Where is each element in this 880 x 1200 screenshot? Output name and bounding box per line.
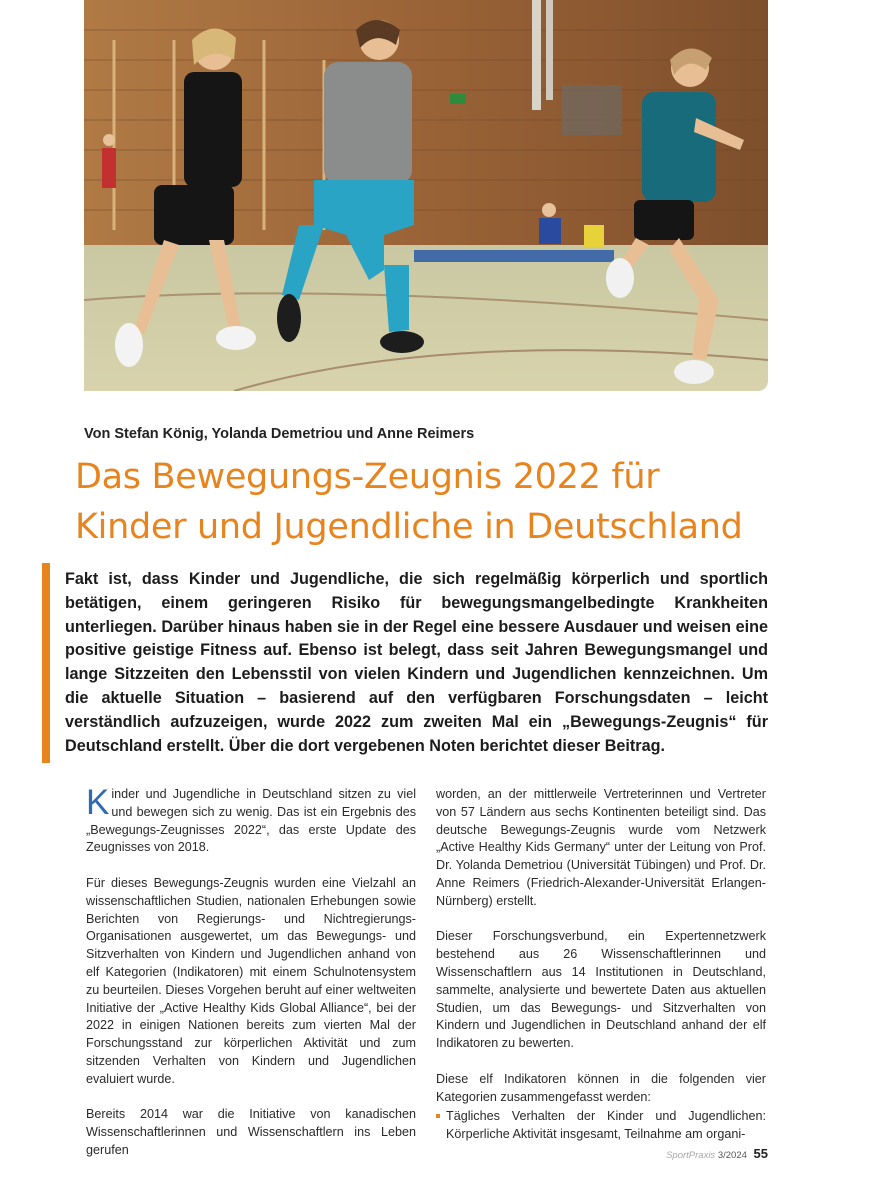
body-paragraph: Diese elf Indikatoren können in die folgenden vier Kategorien zusammengefasst werden: (436, 1071, 766, 1104)
page-number: 55 (753, 1146, 768, 1161)
body-column-right (436, 786, 766, 1144)
author-byline: Von Stefan König, Yolanda Demetriou und Anne Reimers (84, 426, 475, 442)
body-column-left (86, 783, 416, 1178)
title-line-1: Das Bewegungs-Zeugnis 2022 für (75, 457, 660, 497)
issue-number: 3/2024 (717, 1150, 747, 1161)
paragraph-text: inder und Jugendliche in Deutschland sitzen zu viel und bewegen sich zu wenig. Das ist ein Ergebnis des „Bewegungs-Zeugnisses 2022“, das erste Update des Zeugnisses von 2018. (86, 787, 416, 855)
title-line-2: Kinder und Jugendliche in Deutschland (75, 507, 743, 547)
body-paragraph: Dieser Forschungsverbund, ein Expertennetzwerk bestehend aus 26 Wissenschaftlerinnen und Wissenschaftlern aus 14 Institutionen in Deutschland, sammelte, analysierte und bewertete Daten aus aktuellen Studien, um das Bewegungs- und Sitzverhalten von Kindern und Jugendlichen in Deutschland anhand der elf Indikatoren zu bewerten. (436, 929, 766, 1051)
bullet-text: Tägliches Verhalten der Kinder und Jugendlichen: Körperliche Aktivität insgesamt, Teilnahme am organi- (446, 1109, 766, 1142)
gym-running-girls-illustration (84, 0, 768, 391)
body-paragraph: worden, an der mittlerweile Vertreterinnen und Vertreter von 57 Ländern aus sechs Kontinenten beteiligt sind. Das deutsche Bewegungs-Zeugnis wurde vom Netzwerk „Active Healthy Kids Germany“ unter der Leitung von Prof. Dr. Yolanda Demetriou (Universität Tübingen) und Prof. Dr. Anne Reimers (Friedrich-Alexander-Universität Erlangen-Nürnberg) erstellt. (436, 787, 766, 908)
article-title (75, 452, 835, 552)
hero-photo (84, 0, 768, 391)
magazine-name: SportPraxis (666, 1150, 716, 1161)
page-footer (666, 1146, 768, 1161)
bullet-item (436, 1108, 766, 1144)
body-paragraph: Für dieses Bewegungs-Zeugnis wurden eine Vielzahl an wissenschaftlichen Studien, nationalen Erhebungen sowie Berichten von Regierungs- und Nichtregierungs-Organisationen ausgewertet, um das Bewegungs- und Sitzverhalten von Kindern und Jugendlichen anhand von elf Kategorien (Indikatoren) mit einem Schulnotensystem zu beurteilen. Dieses Vorgehen beruht auf einer weltweiten Initiative der „Active Healthy Kids Global Alliance“, bei der 2022 in einigen Nationen bereits zum vierten Mal der Forschungsstand zur körperlichen Aktivität und zum sitzenden Verhalten von Kindern und Jugendlichen evaluiert wurde. (86, 875, 416, 1086)
body-paragraph: Bereits 2014 war die Initiative von kanadischen Wissenschaftlerinnen und Wissenschaftlern ins Leben gerufen (86, 1107, 416, 1157)
drop-cap: K (86, 783, 110, 822)
lead-paragraph: Fakt ist, dass Kinder und Jugendliche, die sich regelmäßig körperlich und sportlich betätigen, einem geringeren Risiko für bewegungsmangelbedingte Krankheiten unterliegen. Darüber hinaus haben sie in der Regel eine bessere Ausdauer und weisen eine positive geistige Fitness auf. Ebenso ist belegt, dass seit Jahren Bewegungsmangel und lange Sitzzeiten den Lebensstil von vielen Kindern und Jugendlichen kennzeichnen. Um die aktuelle Situation – basierend auf den verfügbaren Forschungsdaten – leicht verständlich aufzuzeigen, wurde 2022 zum zweiten Mal ein „Bewegungs-Zeugnis“ für Deutschland erstellt. Über die dort vergebenen Noten berichtet dieser Beitrag. (65, 570, 768, 755)
body-paragraph (86, 783, 416, 857)
bullet-marker-icon (436, 1114, 440, 1118)
lead-accent-bar (42, 563, 50, 763)
